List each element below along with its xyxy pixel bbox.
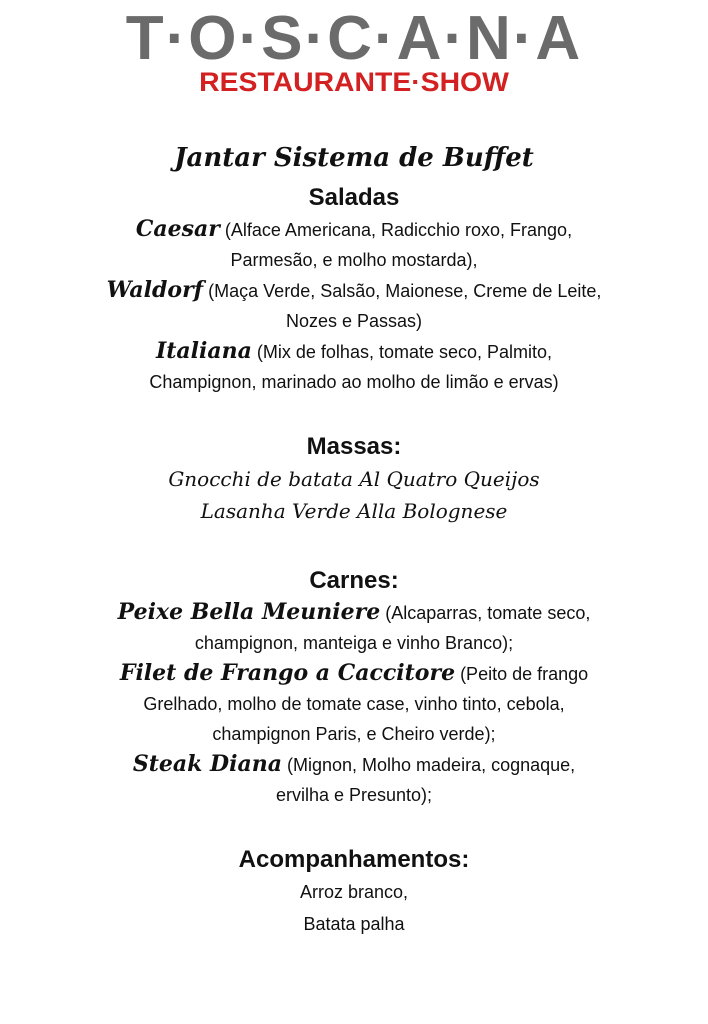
section-heading-acompanhamentos: Acompanhamentos:: [238, 846, 470, 873]
dish-description: (Maça Verde, Salsão, Maionese, Creme de Leite, Nozes e Passas): [203, 281, 602, 331]
dish-name: Caesar: [135, 216, 220, 242]
list-item: [94, 214, 614, 275]
list-item: Gnocchi de batata Al Quatro Queijos: [168, 467, 540, 491]
restaurant-logo: [0, 4, 708, 97]
list-item: Batata palha: [303, 914, 405, 934]
menu-document: [0, 140, 708, 940]
section-heading-massas: Massas:: [306, 433, 402, 460]
dish-name: Filet de Frango a Caccitore: [119, 660, 456, 686]
saladas-list: [0, 214, 708, 397]
dish-name: Peixe Bella Meuniere: [117, 599, 381, 625]
carnes-list: [0, 597, 708, 810]
list-item: [104, 749, 604, 810]
section-heading-carnes: Carnes:: [309, 567, 399, 594]
dish-name: Italiana: [155, 338, 252, 364]
logo-name: T·O·S·C·A·N·A: [125, 4, 583, 73]
dish-description: (Mignon, Molho madeira, cognaque, ervilha e Presunto);: [275, 755, 576, 805]
section-heading-saladas: Saladas: [308, 184, 400, 211]
menu-title: Jantar Sistema de Buffet: [174, 143, 534, 173]
dish-description: (Peito de frango Grelhado, molho de tomate case, vinho tinto, cebola, champignon Paris, e Cheiro verde);: [143, 664, 589, 744]
dish-name: Steak Diana: [132, 751, 282, 777]
dish-name: Waldorf: [106, 277, 204, 303]
list-item: [94, 658, 614, 749]
list-item: [89, 275, 619, 336]
dish-description: (Alface Americana, Radicchio roxo, Frango, Parmesão, e molho mostarda),: [219, 220, 573, 270]
list-item: [104, 336, 604, 397]
list-item: Lasanha Verde Alla Bolognese: [200, 499, 508, 523]
logo-tagline: RESTAURANTE·SHOW: [199, 67, 509, 97]
dish-description: (Alcaparras, tomate seco, champignon, manteiga e vinho Branco);: [194, 603, 591, 653]
dish-description: (Mix de folhas, tomate seco, Palmito, Champignon, marinado ao molho de limão e ervas): [149, 342, 559, 392]
list-item: Arroz branco,: [299, 882, 409, 902]
list-item: [104, 597, 604, 658]
